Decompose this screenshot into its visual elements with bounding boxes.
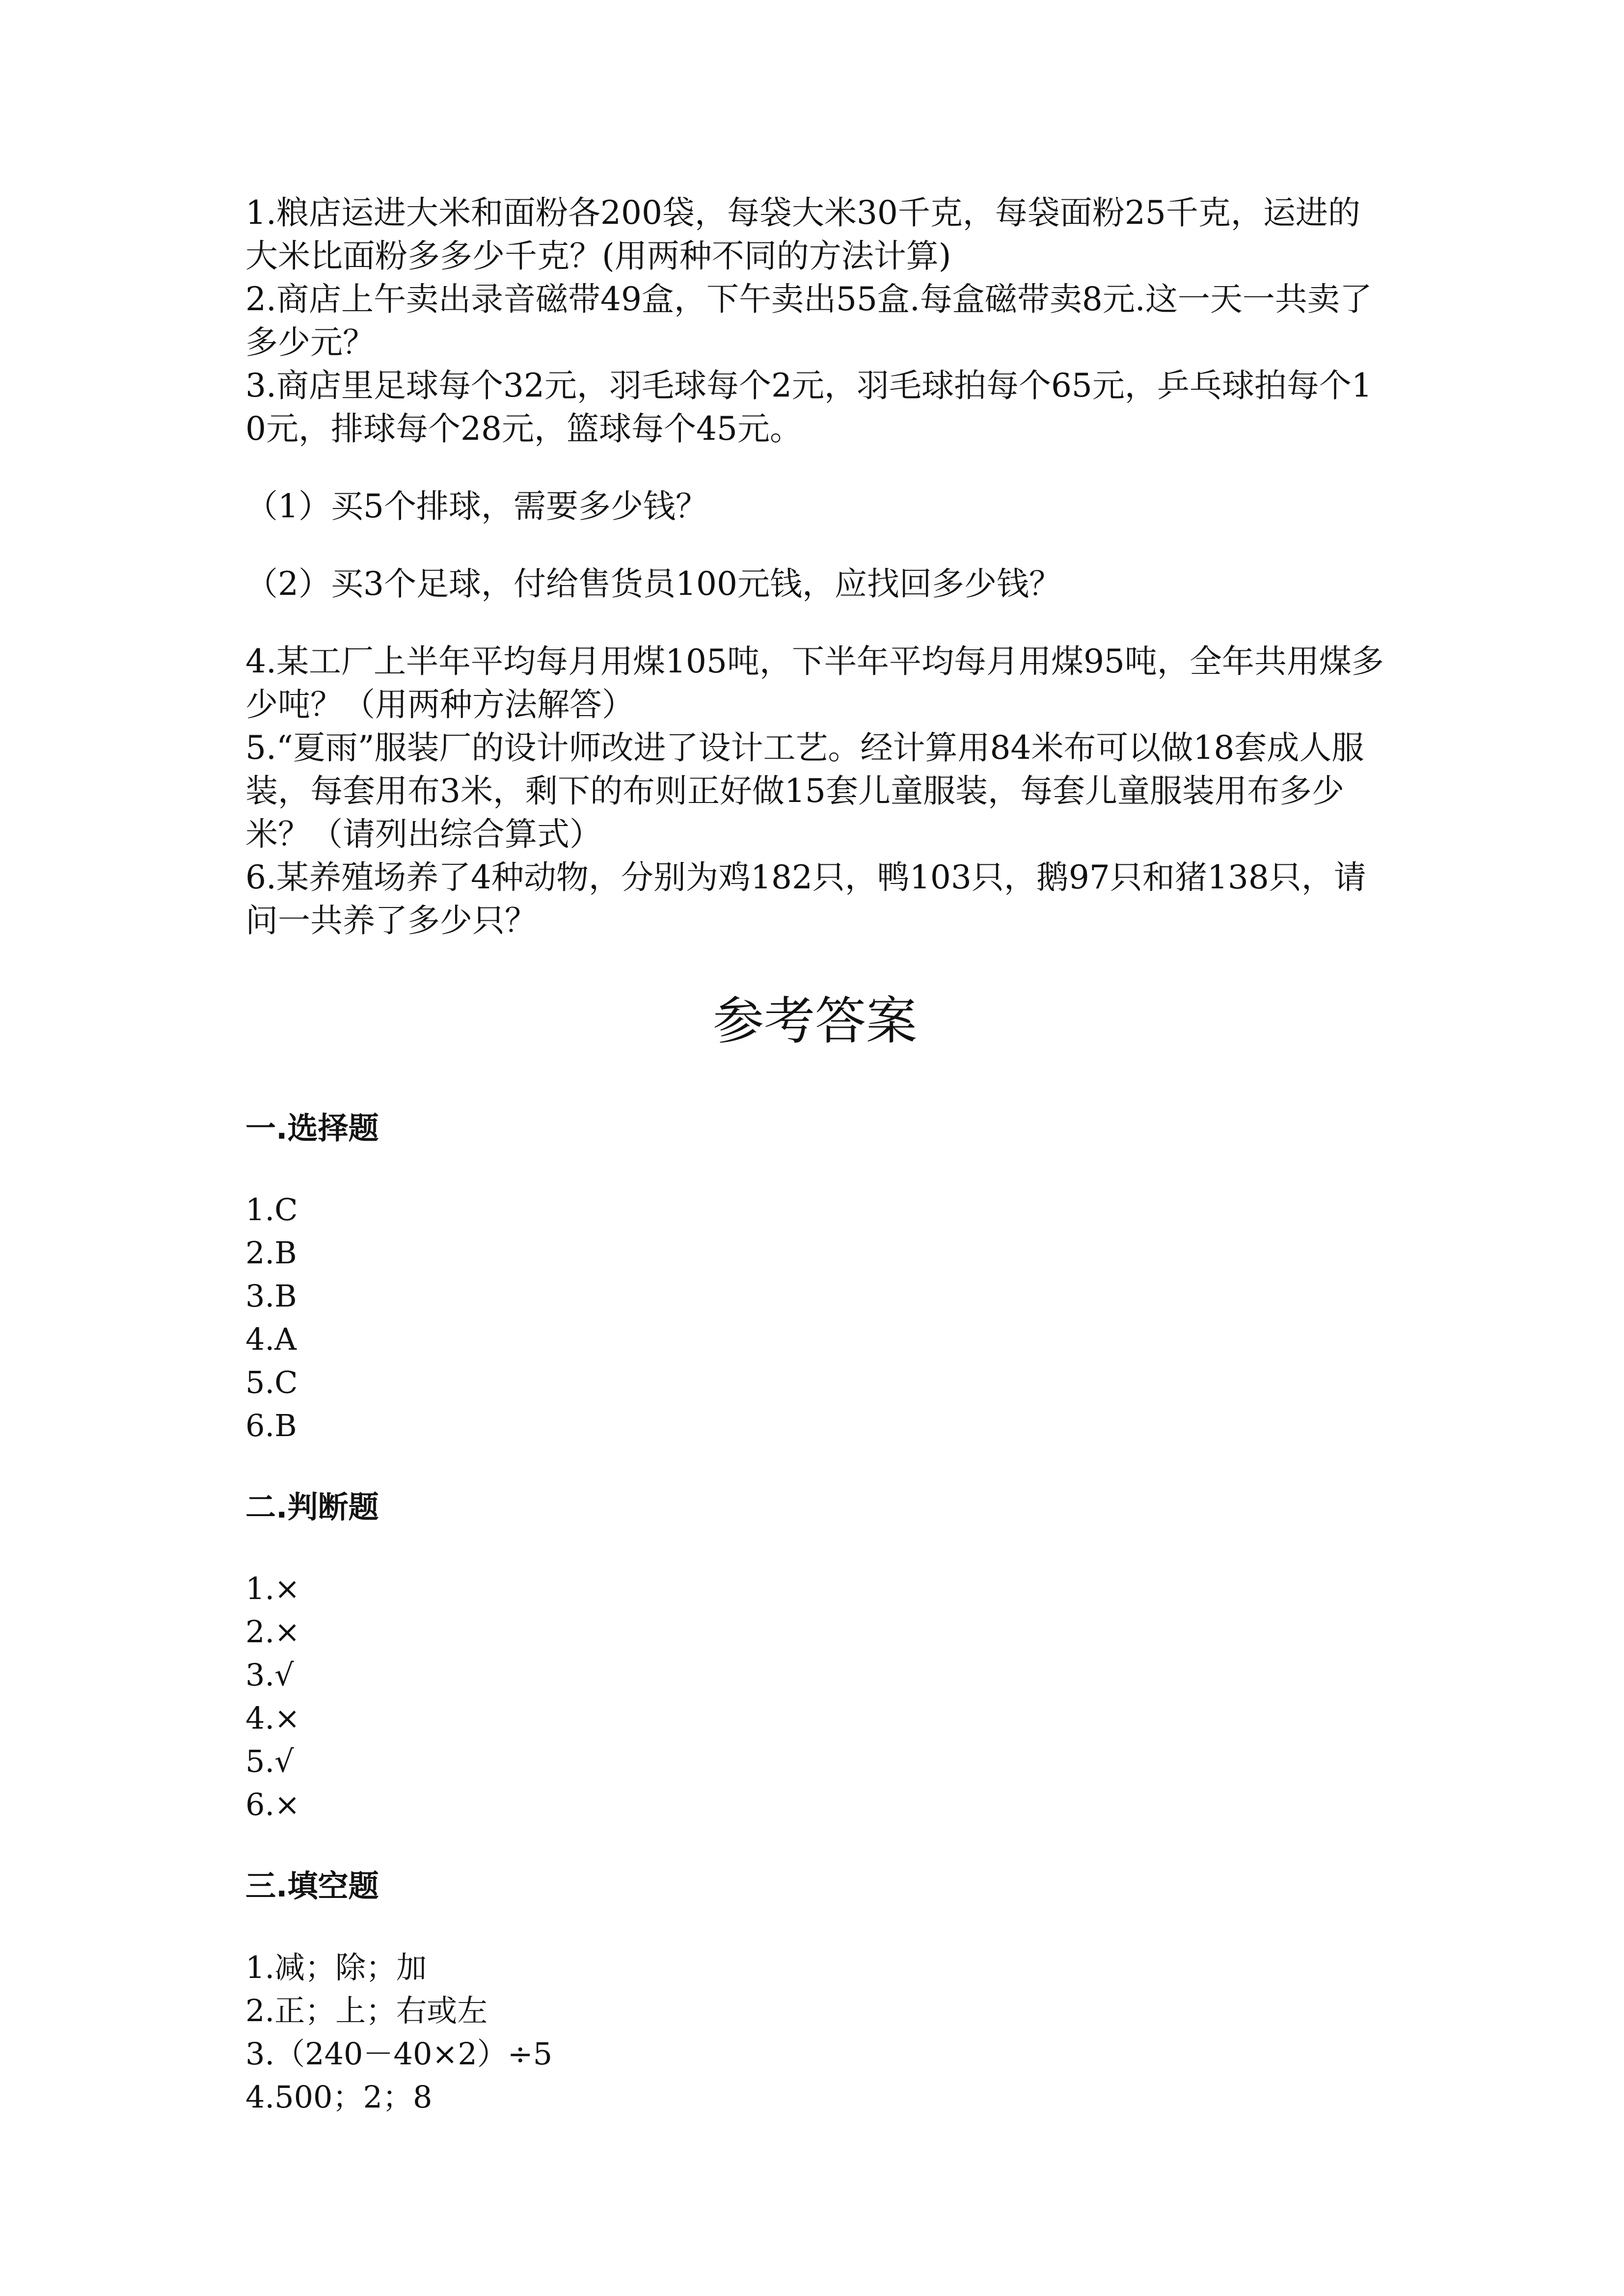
section-heading-fill-blank: 三.填空题 <box>245 1868 379 1904</box>
problem-2: 2.商店上午卖出录音磁带49盒，下午卖出55盒.每盒磁带卖8元.这一天一共卖了多少元？ <box>245 280 1372 361</box>
problem-1: 1.粮店运进大米和面粉各200袋，每袋大米30千克，每袋面粉25千克，运进的大米比面粉多多少千克？(用两种不同的方法计算) <box>245 194 1360 275</box>
problem-3-part-2: （2）买3个足球，付给售货员100元钱，应找回多少钱？ <box>245 565 1061 603</box>
problem-5: 5.“夏雨”服装厂的设计师改进了设计工艺。经计算用84米布可以做18套成人服装，每套用布3米，剩下的布则正好做15套儿童服装，每套儿童服装用布多少米？（请列出综合算式） <box>245 729 1364 853</box>
section-choice <box>245 1107 1384 1447</box>
answer-item: 4.A <box>245 1321 297 1357</box>
answer-item: 3.（240－40×2）÷5 <box>245 2036 553 2072</box>
problem-3-part-1: （1）买5个排球，需要多少钱？ <box>245 487 708 525</box>
answer-item: 2.正；上；右或左 <box>245 1993 488 2029</box>
answer-item: 6.× <box>245 1787 300 1822</box>
section-heading-judgement: 二.判断题 <box>245 1489 379 1525</box>
document-content <box>245 191 1384 2157</box>
answer-item: 3.√ <box>245 1657 294 1693</box>
problem-6: 6.某养殖场养了4种动物，分别为鸡182只，鸭103只，鹅97只和猪138只，请问一共养了多少只？ <box>245 858 1366 939</box>
answer-item: 1.减；除；加 <box>245 1949 427 1985</box>
answer-item: 2.× <box>245 1614 300 1650</box>
problem-4: 4.某工厂上半年平均每月用煤105吨，下半年平均每月用煤95吨，全年共用煤多少吨？（用两种方法解答） <box>245 642 1384 723</box>
answer-item: 4.500；2；8 <box>245 2079 433 2115</box>
problem-3: 3.商店里足球每个32元，羽毛球每个2元，羽毛球拍每个65元，乒乓球拍每个10元，排球每个28元，篮球每个45元。 <box>245 367 1372 448</box>
answer-item: 3.B <box>245 1278 297 1314</box>
answer-list-choice <box>245 1188 1384 1447</box>
answer-item: 4.× <box>245 1700 300 1736</box>
answer-title: 参考答案 <box>712 991 917 1051</box>
answer-item: 1.C <box>245 1192 298 1228</box>
answer-item: 2.B <box>245 1235 297 1271</box>
section-judgement <box>245 1486 1384 1826</box>
answer-item: 1.× <box>245 1571 300 1606</box>
section-heading-choice: 一.选择题 <box>245 1110 379 1146</box>
answer-list-fill-blank <box>245 1946 1384 2119</box>
answer-item: 5.C <box>245 1364 298 1400</box>
answer-item: 5.√ <box>245 1743 294 1779</box>
section-fill-blank <box>245 1865 1384 2119</box>
answer-list-judgement <box>245 1567 1384 1826</box>
answer-item: 6.B <box>245 1408 297 1443</box>
